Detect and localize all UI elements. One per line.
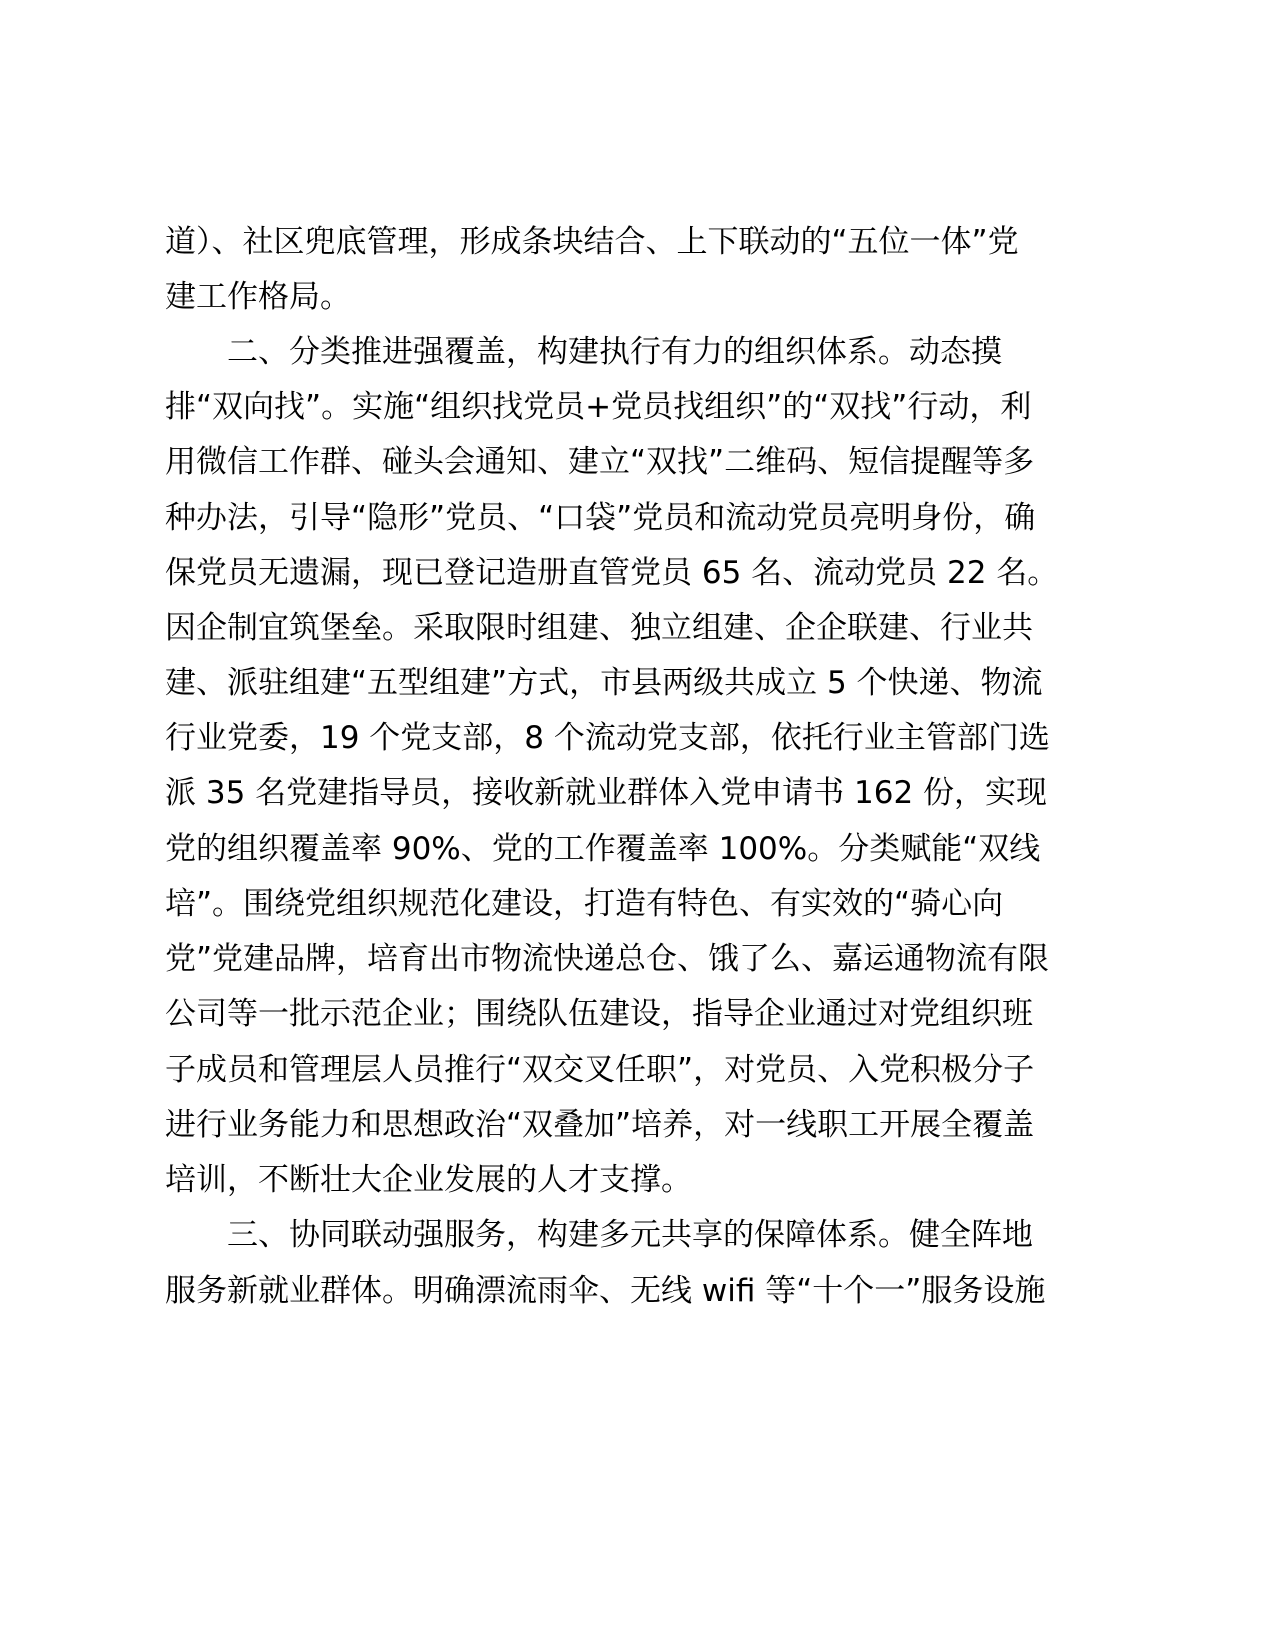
text-line: 因企制宜筑堡垒。采取限时组建、独立组建、企企联建、行业共 xyxy=(165,610,1033,646)
text-line: 子成员和管理层人员推行“双交叉任职”，对党员、入党积极分子 xyxy=(165,1052,1035,1088)
text-line: 三、协同联动强服务，构建多元共享的保障体系。健全阵地 xyxy=(165,1217,1033,1253)
text-line: 建工作格局。 xyxy=(165,279,351,315)
text-line: 服务新就业群体。明确漂流雨伞、无线 wifi 等“十个一”服务设施 xyxy=(165,1273,1046,1309)
text-line: 党的组织覆盖率 90%、党的工作覆盖率 100%。分类赋能“双线 xyxy=(165,831,1041,867)
text-line: 党”党建品牌，培育出市物流快递总仓、饿了么、嘉运通物流有限 xyxy=(165,941,1050,977)
text-line: 行业党委，19 个党支部，8 个流动党支部，依托行业主管部门选 xyxy=(165,720,1050,756)
text-line: 培训，不断壮大企业发展的人才支撑。 xyxy=(165,1162,692,1198)
text-line: 排“双向找”。实施“组织找党员+党员找组织”的“双找”行动，利 xyxy=(165,389,1032,425)
text-line: 二、分类推进强覆盖，构建执行有力的组织体系。动态摸 xyxy=(165,334,1002,370)
text-line: 进行业务能力和思想政治“双叠加”培养，对一线职工开展全覆盖 xyxy=(165,1107,1035,1143)
text-line: 种办法，引导“隐形”党员、“口袋”党员和流动党员亮明身份，确 xyxy=(165,500,1036,536)
text-line: 派 35 名党建指导员，接收新就业群体入党申请书 162 份，实现 xyxy=(165,775,1048,811)
text-line: 保党员无遗漏，现已登记造册直管党员 65 名、流动党员 22 名。 xyxy=(165,555,1059,591)
text-line: 公司等一批示范企业；围绕队伍建设，指导企业通过对党组织班 xyxy=(165,996,1033,1032)
text-line: 道）、社区兜底管理，形成条块结合、上下联动的“五位一体”党 xyxy=(165,224,1019,260)
text-line: 建、派驻组建“五型组建”方式，市县两级共成立 5 个快递、物流 xyxy=(165,665,1043,701)
text-line: 用微信工作群、碰头会通知、建立“双找”二维码、短信提醒等多 xyxy=(165,444,1035,480)
text-line: 培”。围绕党组织规范化建设，打造有特色、有实效的“骑心向 xyxy=(165,886,1004,922)
